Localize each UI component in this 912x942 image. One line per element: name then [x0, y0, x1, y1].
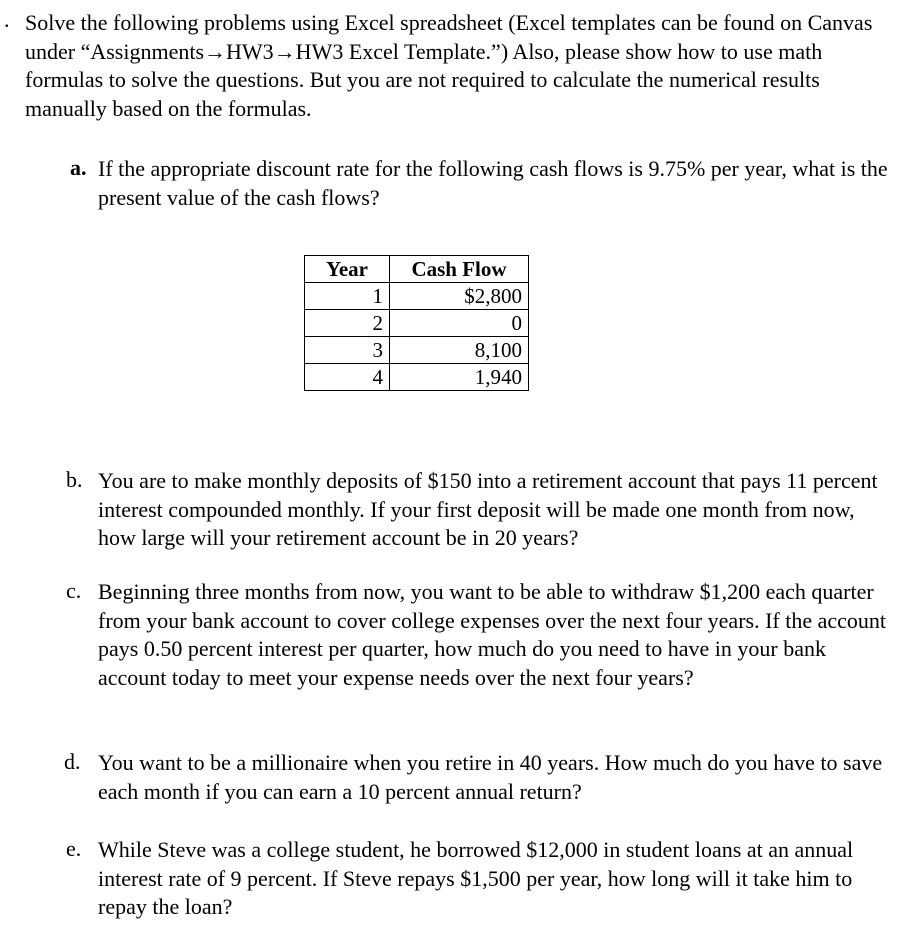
table-header-year: Year [305, 256, 390, 283]
question-d-label: d. [64, 749, 81, 774]
year-cell: 3 [305, 337, 390, 364]
question-b-text: You are to make monthly deposits of $150 into a retirement account that pays 11 percent interest compounded monthly. If your first deposit will be made one month from now, how large will your retirement account be in 20 years? [98, 468, 878, 551]
table-header-row [305, 256, 529, 283]
cash-flow-cell: 1,940 [390, 364, 529, 391]
question-e-label: e. [66, 836, 82, 861]
year-cell: 1 [305, 283, 390, 310]
cash-flow-cell: 8,100 [390, 337, 529, 364]
cash-flow-table [304, 255, 529, 391]
problem-intro: Solve the following problems using Excel spreadsheet (Excel templates can be found on Canvas under “Assignments→HW3→HW3 Excel Template.”) Also, please show how to use math formulas to solve the questions. But you are not required to calculate the numerical results manually based on the formulas. [25, 10, 873, 121]
question-c-label: c. [66, 578, 82, 603]
question-a-text: If the appropriate discount rate for the following cash flows is 9.75% per year, what is the present value of the cash flows? [98, 156, 888, 210]
table-row [305, 283, 529, 310]
table-row [305, 364, 529, 391]
year-cell: 2 [305, 310, 390, 337]
list-bullet: . [4, 7, 10, 32]
table-row [305, 310, 529, 337]
year-cell: 4 [305, 364, 390, 391]
question-c-text: Beginning three months from now, you want to be able to withdraw $1,200 each quarter from your bank account to cover college expenses over the next four years. If the account pays 0.50 percent interest per quarter, how much do you need to have in your bank account today to meet your expense needs over the next four years? [98, 579, 887, 690]
table-header-cash-flow: Cash Flow [390, 256, 529, 283]
cash-flow-cell: 0 [390, 310, 529, 337]
cash-flow-cell: $2,800 [390, 283, 529, 310]
table-row [305, 337, 529, 364]
question-a-label: a. [70, 155, 87, 180]
question-b-label: b. [66, 467, 83, 492]
question-d-text: You want to be a millionaire when you retire in 40 years. How much do you have to save each month if you can earn a 10 percent annual return? [98, 750, 883, 804]
question-e-text: While Steve was a college student, he borrowed $12,000 in student loans at an annual interest rate of 9 percent. If Steve repays $1,500 per year, how long will it take him to repay the loan? [98, 837, 854, 920]
